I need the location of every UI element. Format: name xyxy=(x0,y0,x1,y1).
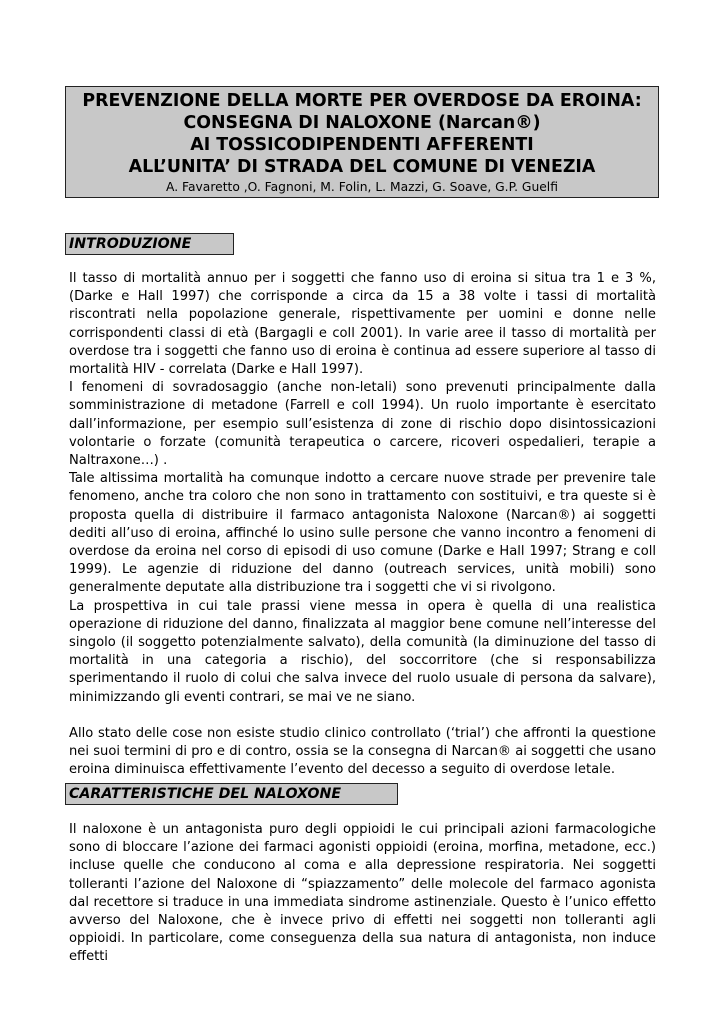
paragraph: Tale altissima mortalità ha comunque indotto a cercare nuove strade per prevenire tale fenomeno, anche tra coloro che non sono in trattamento con sostituivi, e tra queste si è proposta quella di distribuire il farmaco antagonista Naloxone (Narcan®) ai soggetti dediti all’uso di eroina, affinché lo usino sulle persone che vanno incontro a fenomeni di overdose da eroina nel corso di episodi di uso comune (Darke e Hall 1997; Strang e coll 1999). Le agenzie di riduzione del danno (outreach services, unità mobili) sono generalmente deputate alla distribuzione tra i soggetti che vi si rivolgono. xyxy=(69,471,656,596)
paragraph-spacer xyxy=(69,707,656,725)
authors-line: A. Favaretto ,O. Fagnoni, M. Folin, L. Mazzi, G. Soave, G.P. Guelfi xyxy=(166,180,558,194)
section-body-caratteristiche xyxy=(69,821,656,967)
section-body-introduzione xyxy=(69,270,656,779)
title-line-2: CONSEGNA DI NALOXONE (Narcan®) xyxy=(183,113,541,133)
title-line-4: ALL’UNITA’ DI STRADA DEL COMUNE DI VENEZIA xyxy=(128,157,596,177)
title-line-3: AI TOSSICODIPENDENTI AFFERENTI xyxy=(190,135,534,155)
paragraph: La prospettiva in cui tale prassi viene messa in opera è quella di una realistica operazione di riduzione del danno, finalizzata al maggior bene comune nell’interesse del singolo (il soggetto potenzialmente salvato), della comunità (la diminuzione del tasso di mortalità in una categoria a rischio), del soccorritore (che si responsabilizza sperimentando il ruolo di colui che salva invece del ruolo usuale di persona da salvare), minimizzando gli eventi contrari, se mai ve ne siano. xyxy=(69,598,656,705)
paragraph: Il tasso di mortalità annuo per i soggetti che fanno uso di eroina si situa tra 1 e 3 %, (Darke e Hall 1997) che corrisponde a circa da 15 a 38 volte i tassi di mortalità riscontrati nella popolazione generale, rispettivamente per uomini e donne nelle corrispondenti classi di età (Bargagli e coll 2001). In varie aree il tasso di mortalità per overdose tra i soggetti che fanno uso di eroina è continua ad essere superiore al tasso di mortalità HIV - correlata (Darke e Hall 1997). xyxy=(69,271,656,378)
section-heading-caratteristiche: CARATTERISTICHE DEL NALOXONE xyxy=(65,783,398,805)
title-line-1: PREVENZIONE DELLA MORTE PER OVERDOSE DA EROINA: xyxy=(82,91,642,111)
paragraph: I fenomeni di sovradosaggio (anche non-letali) sono prevenuti principalmente dalla somministrazione di metadone (Farrell e coll 1994). Un ruolo importante è esercitato dall’informazione, per esempio sull’esistenza di zone di rischio dopo disintossicazioni volontarie o forzate (comunità terapeutica o carcere, ricoveri ospedalieri, terapie a Naltraxone…) . xyxy=(69,380,656,469)
paragraph: Il naloxone è un antagonista puro degli oppioidi le cui principali azioni farmacologiche sono di bloccare l’azione dei farmaci agonisti oppioidi (eroina, morfina, metadone, ecc.) incluse quelle che conducono al coma e alla depressione respiratoria. Nei soggetti tolleranti l’azione del Naloxone di “spiazzamento” delle molecole del farmaco agonista dal recettore si traduce in una immediata sindrome astinenziale. Questo è l’unico effetto avverso del Naloxone, che è invece privo di effetti nei soggetti non tolleranti agli oppioidi. In particolare, come conseguenza della sua natura di antagonista, non induce effetti xyxy=(69,822,656,965)
section-heading-introduzione: INTRODUZIONE xyxy=(65,233,234,255)
paragraph: Allo stato delle cose non esiste studio clinico controllato (‘trial’) che affronti la questione nei suoi termini di pro e di contro, ossia se la consegna di Narcan® ai soggetti che usano eroina diminuisca effettivamente l’evento del decesso a seguito di overdose letale. xyxy=(69,725,656,778)
title-box xyxy=(65,86,659,198)
